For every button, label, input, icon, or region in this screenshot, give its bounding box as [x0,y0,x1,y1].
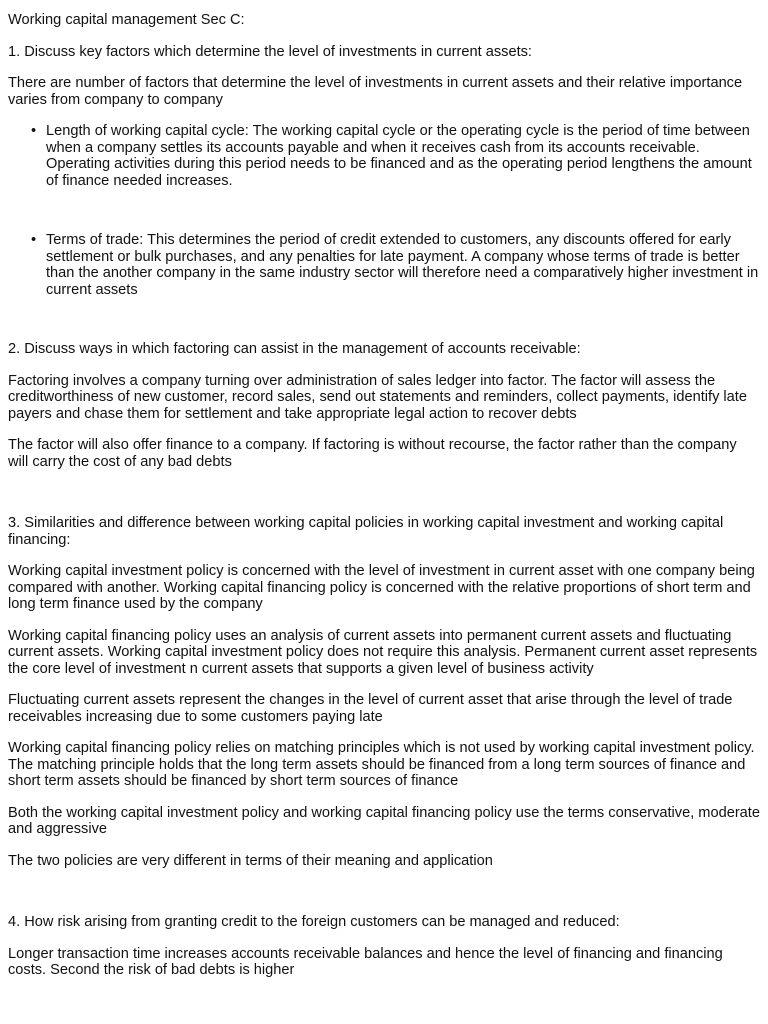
question-3-paragraph-3: Fluctuating current assets represent the changes in the level of current asset that arise through the level of trade receivables increasing due to some customers paying late [8,692,733,725]
question-4-heading: 4. How risk arising from granting credit to the foreign customers can be managed and reduced: [8,914,620,930]
document-title: Working capital management Sec C: [8,12,245,28]
document-body [8,12,760,994]
question-2-paragraph-1: Factoring involves a company turning over administration of sales ledger into factor. The factor will assess the creditworthiness of new customer, record sales, send out statements and reminders, collect payments, identify late payers and chase them for settlement and take appropriate legal action to recover debts [8,372,747,422]
question-3-paragraph-5: Both the working capital investment policy and working capital financing policy use the terms conservative, moderate and aggressive [8,804,760,837]
spacer [8,485,760,515]
spacer [8,313,760,341]
question-2-paragraph-2: The factor will also offer finance to a company. If factoring is without recourse, the factor rather than the company will carry the cost of any bad debts [8,437,737,470]
question-1-intro: There are number of factors that determine the level of investments in current assets and their relative importance varies from company to company [8,75,743,108]
question-3-paragraph-4: Working capital financing policy relies on matching principles which is not used by working capital investment policy. The matching principle holds that the long term assets should be financed from a long term sources of finance and short term assets should be financed by short term sources of finance [8,740,755,789]
question-3-paragraph-6: The two policies are very different in terms of their meaning and application [8,852,493,869]
question-1-heading: 1. Discuss key factors which determine the level of investments in current assets: [8,43,532,60]
list-item-terms-of-trade: • Terms of trade: This determines the period of credit extended to customers, any discounts offered for early settlement or bulk purchases, and any penalties for late payment. A company whose terms of trade is better than the another company in the same industry sector will therefore need a comparatively higher investment in current assets [46,232,760,298]
question-1-list-2 [8,232,760,298]
question-3-paragraph-1: Working capital investment policy is concerned with the level of investment in current asset with one company being compared with another. Working capital financing policy is concerned with the relative proportions of short term and long term finance used by the company [8,563,755,612]
question-1-list [8,123,760,189]
question-2-heading: 2. Discuss ways in which factoring can assist in the management of accounts receivable: [8,341,581,357]
spacer [8,204,760,232]
question-4-paragraph-1: Longer transaction time increases accounts receivable balances and hence the level of financing and financing costs. Second the risk of bad debts is higher [8,945,723,978]
question-3-paragraph-2: Working capital financing policy uses an analysis of current assets into permanent current assets and fluctuating current assets. Working capital investment policy does not require this analysis. Permanent current asset represents the core level of investment n current assets that supports a given level of business activity [8,627,758,677]
question-3-heading: 3. Similarities and difference between working capital policies in working capital investment and working capital financing: [8,515,724,548]
spacer [8,884,760,914]
list-item-working-capital-cycle: • Length of working capital cycle: The working capital cycle or the operating cycle is the period of time between when a company settles its accounts payable and when it receives cash from its accounts receivable. Operating activities during this period needs to be financed and as the operating period lengthens the amount of finance needed increases. [46,123,760,189]
